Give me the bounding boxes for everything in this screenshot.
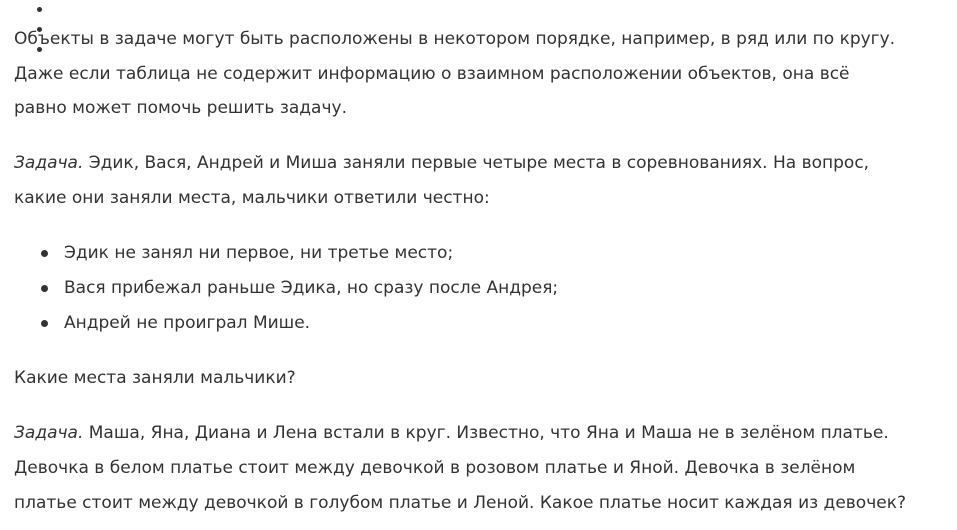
list-item-text: • Эдик не занял ни первое, ни третье место; — [64, 243, 454, 263]
bullet-icon — [41, 285, 48, 292]
intro-line-3: равно может помочь решить задачу. — [14, 98, 347, 118]
intro-line-1: Объекты в задаче могут быть расположены в некотором порядке, например, в ряд или по кругу. — [14, 29, 896, 49]
task2-label: Задача. — [14, 423, 84, 443]
task2-line-1 — [14, 416, 889, 451]
bullet-icon — [41, 320, 48, 327]
task1-label: Задача. — [14, 153, 84, 173]
task1-line-1-text: Эдик, Вася, Андрей и Миша заняли первые четыре места в соревнованиях. На вопрос, — [83, 153, 870, 173]
task1-line-2: какие они заняли места, мальчики ответили честно: — [14, 188, 490, 208]
list-item-text: • Андрей не проиграл Мише. — [64, 313, 311, 333]
task2-line-2: Девочка в белом платье стоит между девочкой в розовом платье и Яной. Девочка в зелёном — [14, 458, 856, 478]
bullet-icon — [41, 250, 48, 257]
task1-question-text: Какие места заняли мальчики? — [14, 368, 296, 388]
task1-line-1 — [14, 146, 869, 181]
list-item-text: • Вася прибежал раньше Эдика, но сразу после Андрея; — [64, 278, 559, 298]
task2-line-1-text: Маша, Яна, Диана и Лена встали в круг. Известно, что Яна и Маша не в зелёном платье. — [83, 423, 889, 443]
task2-line-3: платье стоит между девочкой в голубом платье и Леной. Какое платье носит каждая из девочек? — [14, 493, 906, 513]
intro-line-2: Даже если таблица не содержит информацию о взаимном расположении объектов, она всё — [14, 64, 850, 84]
